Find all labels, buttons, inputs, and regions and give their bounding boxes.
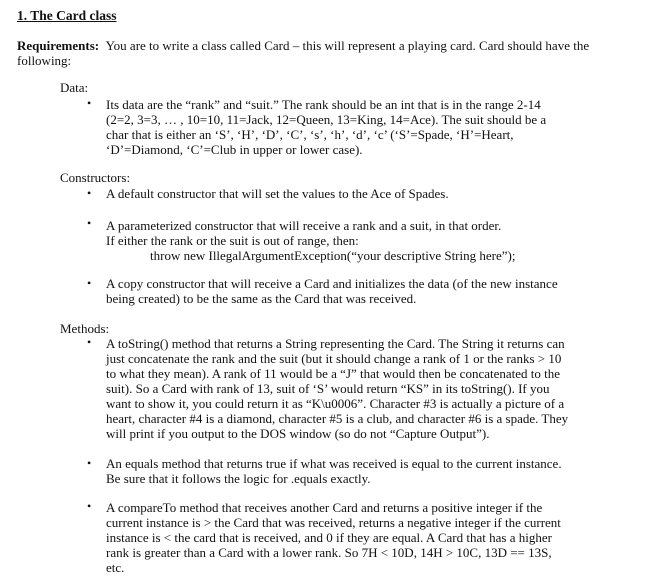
text-line: A copy constructor that will receive a Card and initializes the data (of the new instance [106,276,558,291]
method-list-item [106,456,606,486]
text-line: char that is either an ‘S’, ‘H’, ‘D’, ‘C’, ‘s’, ‘h’, ‘d’, ‘c’ (‘S’=Spade, ‘H’=Heart, [106,127,514,142]
requirements-text: You are to write a class called Card – this will represent a playing card. Card should have the following: [17,38,590,68]
constructors-section-label: Constructors: [60,170,131,185]
text-line: etc. [106,560,125,575]
constructor-list-item [106,186,606,201]
text-line: being created) to be the same as the Card that was received. [106,291,417,306]
text-line: A parameterized constructor that will receive a rank and a suit, in that order. [106,218,502,233]
bullet-marker: • [87,456,92,470]
text-line: just concatenate the rank and the suit (but it should change a rank of 1 or the ranks > 10 [106,351,562,366]
text-line: An equals method that returns true if what was received is equal to the current instance. [106,456,562,471]
requirements-paragraph [17,38,617,68]
bullet-marker: • [87,335,92,349]
requirements-label: Requirements: [17,38,100,53]
text-line: Its data are the “rank” and “suit.” The rank should be an int that is in the range 2-14 [106,97,541,112]
bullet-marker: • [87,216,92,230]
data-section-label: Data: [60,80,89,95]
methods-section-label: Methods: [60,321,110,336]
constructor-list-item [106,218,606,263]
method-list-item [106,500,606,575]
text-line: If either the rank or the suit is out of range, then: [106,233,359,248]
text-line: A toString() method that returns a String representing the Card. The String it returns can [106,336,565,351]
text-line: rank is greater than a Card with a lower rank. So 7H < 10D, 14H > 10C, 13D == 13S, [106,545,552,560]
data-list-item [106,97,606,157]
text-line: want to show it, you could return it as “K\u0006”. Character #3 is actually a picture of a [106,396,565,411]
text-line: to what they mean). A rank of 11 would be a “J” that would then be concatenated to the [106,366,561,381]
bullet-marker: • [87,276,92,290]
text-line: ‘D’=Diamond, ‘C’=Club in upper or lower case). [106,142,363,157]
section-title: 1. The Card class [17,8,117,23]
text-line: instance is < the card that is received, and 0 if they are equal. A Card that has a higher [106,530,552,545]
bullet-marker: • [87,96,92,110]
text-line: A default constructor that will set the values to the Ace of Spades. [106,186,449,201]
text-line: Be sure that it follows the logic for .equals exactly. [106,471,371,486]
bullet-marker: • [87,186,92,200]
text-line: heart, character #4 is a diamond, character #5 is a club, and character #6 is a spade. They [106,411,569,426]
text-line: suit). So a Card with rank of 13, suit of ‘S’ would return “KS” in its toString(). If you [106,381,550,396]
text-line: A compareTo method that receives another Card and returns a positive integer if the [106,500,543,515]
text-line: will print if you output to the DOS window (so do not “Capture Output”). [106,426,490,441]
bullet-marker: • [87,499,92,513]
code-line: throw new IllegalArgumentException(“your descriptive String here”); [150,248,516,263]
text-line: current instance is > the Card that was received, returns a negative integer if the current [106,515,561,530]
method-list-item [106,336,606,441]
constructor-list-item [106,276,606,306]
text-line: (2=2, 3=3, … , 10=10, 11=Jack, 12=Queen, 13=King, 14=Ace). The suit should be a [106,112,547,127]
